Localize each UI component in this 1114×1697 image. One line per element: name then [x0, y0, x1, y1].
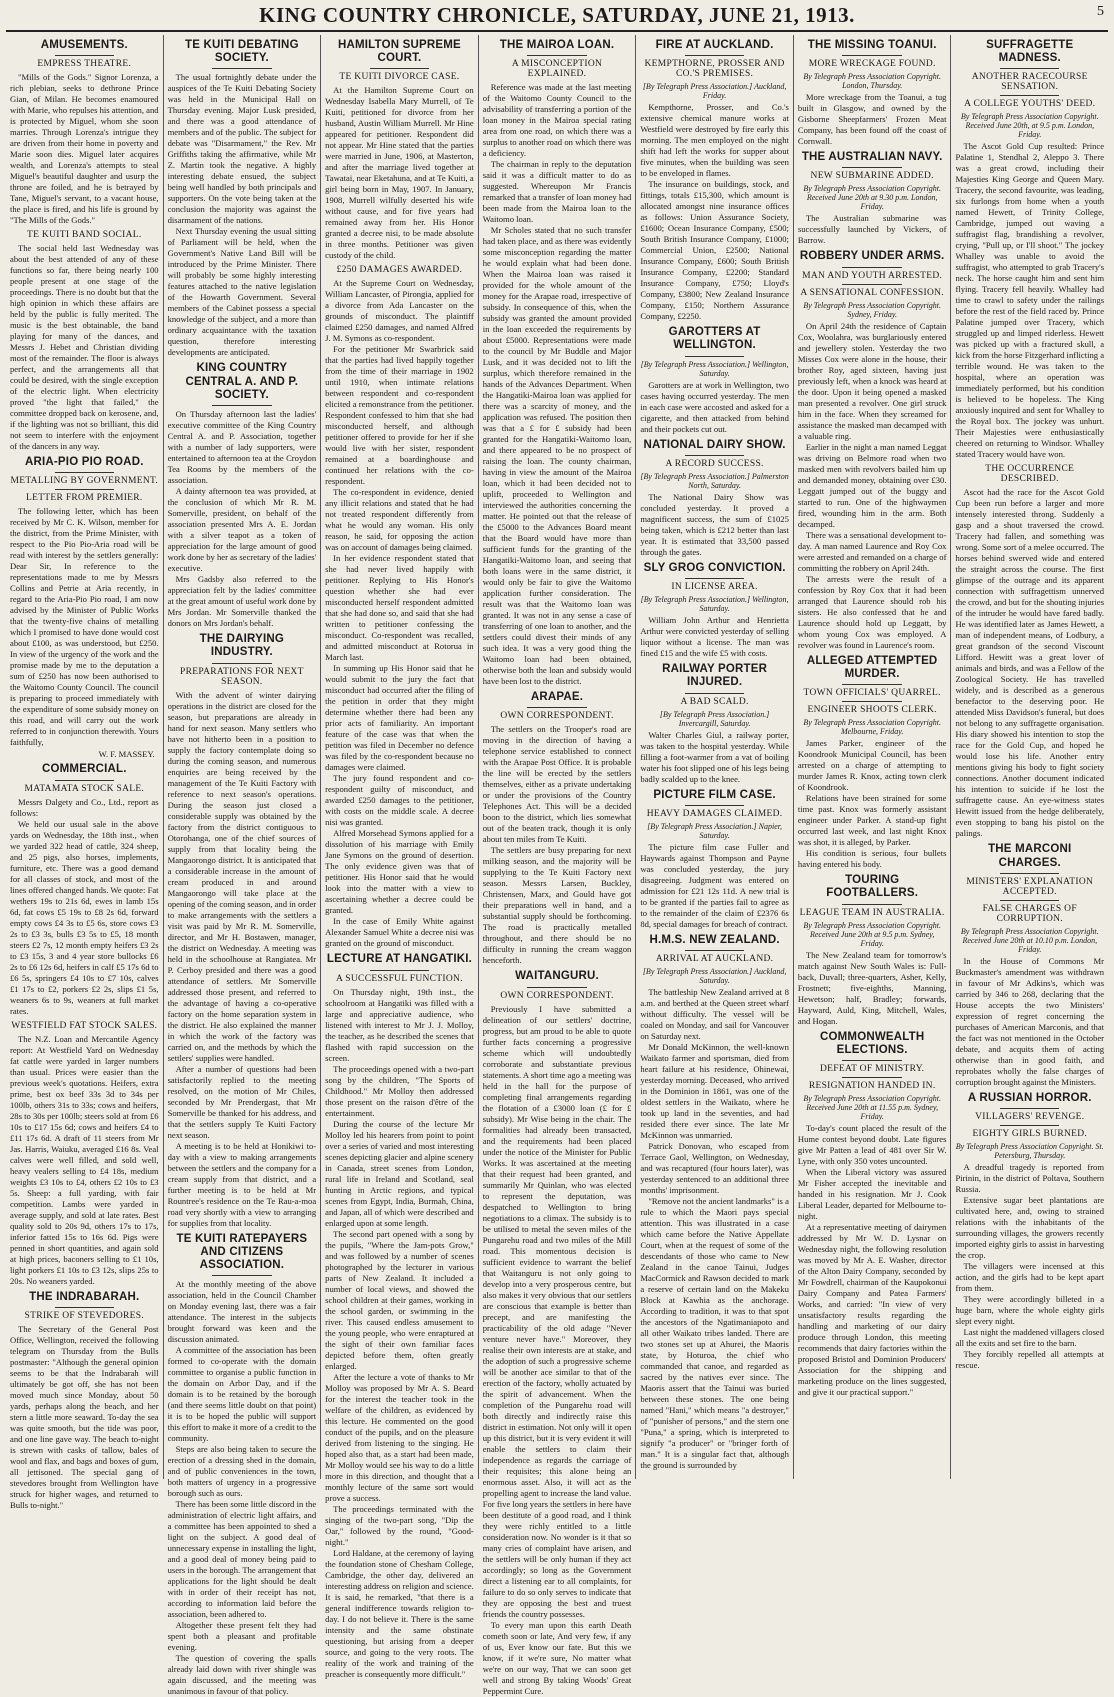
article-paragraph: The New Zealand team for tomorrow's match against New South Wales is: Full-back, Duvall; three-quarters, Asher, Kelly, Frostnett; five-eighths, Manning, Hewetson; half, Bradley; forwards, Hayward, Auld, King, Mitchell, Wales, and Hogan.	[797, 949, 947, 1026]
masthead-title: KING COUNTRY CHRONICLE, SATURDAY, JUNE 21, 1913.	[259, 2, 855, 27]
article-paragraph: At a representative meeting of dairymen addressed by Mr W. D. Lysnar on Wednesday night, the following resolution was moved by Mr A. E. Washer, director of the Alton Dairy Company, seconded by Mr Fowdrell, chairman of the Kaupokonui Dairy Company and Patea Farmers' Works, and carried: "In view of very unsatisfactory results regarding the handling and marketing of our dairy produce through London, this meeting recommends that dairy factories within the proposed Bristol and Dominion Producers' Association for the shipping and marketing produce on the lines suggested, and give it our practical support."	[797, 1221, 947, 1397]
article-headline: HAMILTON SUPREME COURT.	[338, 39, 461, 65]
article-headline: LECTURE AT HANGATIKI.	[326, 953, 473, 966]
article-paragraph: The arrests were the result of a confession by Roy Cox that it had been arranged that Laurence should rob his sisters. He also confessed that he and Laurence should hold up Leggatt, by whom young Cox was employed. A revolver was found in Laurence's room.	[797, 573, 947, 650]
article-body	[325, 987, 474, 1680]
article-subheading: A MISCONCEPTION EXPLAINED.	[511, 59, 603, 80]
article	[798, 1031, 947, 1398]
article-paragraph: At the Hamilton Supreme Court on Wednesday Isabella Mary Murrell, of Te Kuiti, petitioned for divorce from her husband, Austin William Murrell. Mr Hine appeared for petitioner. Respondent did not appear. Mr Hine stated that the parties were married in June, 1906, at Masterton, and after the marriage lived together at Tawatai, near Eketahuna, and at Te Kuiti, a girl being born in May, 1907. In January, 1908, Murrell wilfully deserted his wife without cause, and for five years had remained away from her. His Honor granted a decree nisi, to be made absolute in three months. Petitioner was given custody of the child.	[325, 85, 474, 261]
article	[168, 362, 317, 629]
article-body	[955, 956, 1104, 1088]
article-paragraph: The second part opened with a song by the pupils, "Where the Jam-pots Grow," and was followed by a number of scenes photographed by the lecturer in various parts of New Zealand. It included a number of local views, and showed the school children at their games, working in the school garden, or swimming in the river. This caused endless amusement to the young people, who were enraptured at the sight of their own familiar faces depicted before them, often greatly enlarged.	[325, 1228, 474, 1371]
article-headline: THE DAIRYING INDUSTRY.	[199, 633, 285, 659]
article-paragraph: When the Liberal victory was assured Mr Fisher accepted the inevitable and handed in his resignation. Mr J. Cook Liberal Leader, departed for Melbourne to-night.	[797, 1166, 947, 1221]
article-paragraph: Patrick Donovan, who escaped from Terrace Gaol, Wellington, on Wednesday, and was recaptured (four hours later), was yesterday sentenced to an additional three months' imprisonment.	[640, 1140, 789, 1195]
article-byline: By Telegraph Press Association Copyright. Received June 20th at 10.10 p.m. London, Friday.	[960, 926, 1099, 954]
headline-rule	[685, 55, 744, 56]
article-headline: TE KUITI DEBATING SOCIETY.	[185, 39, 299, 65]
article-paragraph: On April 24th the residence of Captain Cox, Woolahra, was burglariously entered and jewellery stolen. Yesterday the two Misses Cox were alone in the house, their brother Roy, aged sixteen, having just previously left, when a knock was heard at the door. Upon it being opened a masked man presented a revolver. One girl struck him in the face. When they screamed for assistance the masked man decamped with a valuable ring.	[797, 320, 947, 441]
article-byline: By Telegraph Press Association Copyright. Melbourne, Friday.	[803, 718, 942, 737]
article-headline: ALLEGED ATTEMPTED MURDER.	[806, 654, 938, 680]
article-subheading: A COLLEGE YOUTHS' DEED.	[964, 99, 1096, 110]
headline-rule	[527, 707, 586, 708]
article-subheading: THE OCCURRENCE DESCRIBED.	[985, 464, 1075, 485]
article-paragraph: There has been some little discord in the administration of electric light affairs, and a committee has been appointed to shed a light on the subject. A good deal of unnecessary expense in installing the light, and a good deal of money being paid to users in the borough. The arrangement that applications for the light should be dealt with in order of their receipt has not, according to information laid before the association, been adhered to.	[167, 1499, 317, 1620]
article-body	[10, 1324, 159, 1511]
article-subheading: KEMPTHORNE, PROSSER AND CO.'S PREMISES.	[644, 59, 785, 80]
article-subheading: TE KUITI BAND SOCIAL.	[27, 230, 142, 241]
headline-rule	[685, 950, 744, 951]
article	[10, 763, 159, 1016]
article-headline: FIRE AT AUCKLAND.	[655, 39, 774, 51]
article	[10, 230, 159, 452]
article-subheading: TOWN OFFICIALS' QUARREL.	[803, 688, 941, 699]
article-byline: By Telegraph Press Association Copyright. Received June 20th at 9.5 p.m. Sydney, Friday.	[803, 920, 942, 948]
article-paragraph: The following letter, which has been received by Mr C. K. Wilson, member for the district, from the Prime Minister, with respect to the Pio Pio-Aria road will be read with interest by the settlers generally: Dear Sir, In reference to the representations made to me by Messrs Collins and Petrie at Aria recently, in regard to the Aria-Pio Pio road, I am now advised by the Minister of Public Works that the twenty-five chains of metalling which I promised to have done would cost about £100, as was understood, but £250. In view of the urgency of the work and the promise made by me to the deputation a sum of £250 has now been authorised to the Waitomo County Council. The council is preparing to proceed immediately with the expenditure of some subsidy money on this road, and will carry out the work referred to in conjunction therewith. Yours faithfully,	[10, 506, 159, 748]
article-paragraph: To-day's count placed the result of the Hume contest beyond doubt. Late figures give Mr Patten a lead of 481 over Sir W. Lyne, with only 350 votes uncounted.	[797, 1122, 947, 1166]
article-headline: H.M.S. NEW ZEALAND.	[649, 933, 780, 946]
article-body	[168, 1279, 317, 1697]
article-headline: COMMERCIAL.	[41, 763, 127, 776]
column-7	[951, 35, 1108, 1479]
headline-rule	[1000, 873, 1059, 874]
article-body	[955, 1162, 1104, 1371]
article-body	[640, 730, 789, 785]
article-paragraph: The chairman in reply to the deputation said it was a difficult matter to do as suggested. Whereupon Mr Francis remarked that a transfer of loan money had been made from the Mairoa loan to the Waitomo loan.	[482, 159, 632, 225]
article-byline: [By Telegraph Press Association.] Auckland, Saturday.	[642, 966, 787, 985]
column-2	[164, 35, 322, 1697]
article	[10, 1291, 159, 1511]
article-paragraph: In the House of Commons Mr Buckmaster's amendment was withdrawn in favour of Mr Adkins's, which was carried by 346 to 268, declaring that the House accepts the two Ministers' expression of regret concerning the purchases of American Marconis, and that the fact was not mentioned in the October debate, and acquits them of acting otherwise than in good faith, and reprobates wholly the false charges of corruption brought against the Ministers.	[955, 955, 1105, 1087]
article-body	[640, 102, 789, 322]
article	[325, 953, 474, 1679]
article-subheading: ARRIVAL AT AUCKLAND.	[655, 953, 774, 964]
article-paragraph: They were accordingly billeted in a huge barn, where the whole eighty girls slept every night.	[955, 1294, 1105, 1327]
columns	[6, 35, 1108, 1697]
article	[168, 633, 317, 1228]
article-body	[325, 278, 474, 949]
article-byline: [By Telegraph Press Association.] Wellington, Saturday.	[640, 359, 789, 378]
article-byline: [By Telegraph Press Association.] Napier, Saturday.	[647, 821, 783, 840]
article-paragraph: Garotters are at work in Wellington, two cases having occurred yesterday. The men in each case were accosted and asked for a cigarette, and then attacked from behind and their pockets cut out.	[640, 379, 789, 434]
article-paragraph: The N.Z. Loan and Mercantile Agency report: At Westfield Yard on Wednesday fat cattle were yarded in larger numbers than usual. Prices were easier than the previous week's quotations. Heifers, extra prime, best ox beef 33s 3d to 34s per 100lb, others 31s to 33s; cows and heifers, 28s to 30s per 100lb; steers sold at from £6 10s to £17 15s 6d; cows and heifers £4 to £11 17s 6d. A draft of 11 steers from Mr Jas. Harris, Waiuku, averaged £16 8s. Veal calves were well filled, and sold well, heavy vealers selling to £4 18s, medium weights £3 10s to £4, others £2 10s to £3 5s. Sheep: a full yarding, with fair competition. Lambs were yarded in average supply, and sold at late rates. Best quality sold to 20s 9d, others 17s to 17s, inferior fatted 15s to 16s 6d. Pigs were penned in short quantities, and again sold at high prices, baconers selling to £1 10s, light porkers £1 10s to £3 12s, slips 25s to 20s. No weaners yarded.	[10, 1033, 159, 1286]
article-headline: TE KUITI RATEPAYERS AND CITIZENS ASSOCIATION.	[176, 1232, 308, 1271]
article	[483, 39, 632, 687]
article	[640, 562, 789, 659]
article	[325, 265, 474, 949]
article-body	[955, 141, 1104, 460]
article-paragraph: Mrs Gadsby also referred to the appreciation felt by the ladies' committee at the great amount of useful work done by Mrs Jordan. Mr Somerville thanked the donors on Mrs Jordan's behalf.	[167, 574, 317, 629]
article-paragraph: The settlers are busy preparing for next milking season, and the majority will be supplying to the Te Kuiti Factory next season. Messrs Larsen, Buckley, Christensen, Marx, and Gould have got their preparations well in hand, and a substantial supply should be forthcoming. The road is practically metalled throughout, and there should be no difficulty in running the cream waggon henceforth.	[482, 845, 632, 966]
article-body	[168, 690, 317, 1229]
article-headline: SLY GROG CONVICTION.	[643, 561, 786, 574]
article-signature: W. F. MASSEY.	[98, 749, 155, 760]
article-subheading: £250 DAMAGES AWARDED.	[336, 265, 463, 276]
article-body	[955, 487, 1104, 839]
headline-rule	[685, 455, 744, 456]
article	[798, 151, 947, 246]
article-paragraph: In her evidence respondent stated that she had never lived happily with petitioner. Replying to His Honor's question whether she had ever misconducted herself respondent admitted that she had done so, and said that she had written to petitioner confessing the misconduct. Co-respondent was recalled, and admitted misconduct at Rotorua in March last.	[325, 553, 474, 663]
article-paragraph: During the course of the lecture Mr Molloy led his hearers from point to point over a series of varied and most interesting scenes depicting glacier and alpine scenery in Canada, street scenes from London, rural life in Ireland and Scotland, seal hunting in Arctic regions, and typical scenes from Egypt, India, Burmah, China, and Japan, all of which were described and enlarged upon at some length.	[325, 1118, 474, 1228]
article-paragraph: Next Thursday evening the usual sitting of Parliament will be held, when the Government's Native Land Bill will be introduced by the Prime Minister. There will probably be some highly interesting features attached to the native legislation of the Howarth Government. Several members of the Cabinet possess a special knowledge of the subject, and a more than ordinary acquaintance with the taxation question, therefore interesting developments are anticipated.	[167, 226, 317, 358]
article-subheading: HEAVY DAMAGES CLAIMED.	[646, 808, 783, 819]
article-paragraph: The picture film case Fuller and Haywards against Thompson and Payne was concluded yesterday, the jury disagreeing. Judgment was entered on admission for £21 12s 11d. A new trial is to be granted if the parties fail to agree as to the remainder of the claim of £2376 6s 8d, special damages for breach of contract.	[640, 841, 789, 929]
article-body	[168, 72, 317, 358]
article-paragraph: "Remove not the ancient landmarks" is a rule to which the Maori pays special attention. This was illustrated in a case which came before the Native Appellate Court, when at the request of some of the descendants of those who came to New Zealand in the canoe Tainui, Judges MacCormick and Rawson decided to mark a reserve of certain land on the Makeku Block at Kawhia as the anchorage. According to tradition, it was to that spot the ancestors of the Ngatimaniapoto and all other Waikato tribes landed. There are two stones set up at Ahurei, the Maoris state, by Hoturoa, the chief who commanded that canoe, and regarded as sacred by the natives ever since. The Maoris assert that the Tainui was buried between these stones. The one being named "Hani," which means "a destroyer," of "punisher of persons," and the stern one "Puna," a spring, which is interpreted to signify "a producer" or "bringer forth of man." It is a singular fact that, although the ground is surrounded by	[640, 1195, 789, 1470]
article-paragraph: The Australian submarine was successfully launched by Vickers, of Barrow.	[797, 213, 947, 246]
article-paragraph: In summing up His Honor said that he would submit to the jury the fact that misconduct had occurred after the filing of the petition in order that they might determine whether there had been any prior acts of familiarity. An important feature of the case was that when the petition was filed in December no defence was filed by the co-respondent because no damages were claimed.	[325, 663, 474, 773]
article-subheading: NEW SUBMARINE ADDED.	[810, 171, 934, 182]
headline-rule	[55, 780, 114, 781]
article-paragraph: The villagers were incensed at this action, and the girls had to be kept apart from them.	[955, 1261, 1105, 1294]
article	[10, 39, 159, 226]
article-paragraph: Walter Charles Giul, a railway porter, was taken to the hospital yesterday. While filling a foot-warmer from a vat of boiling water his foot slipped one of his legs being badly scalded up to the knee.	[640, 729, 789, 784]
article-subheading: RESIGNATION HANDED IN.	[808, 1080, 936, 1091]
article-byline: [By Telegraph Press Association.] Wellington, Saturday.	[640, 595, 789, 614]
masthead	[6, 0, 1108, 32]
article-subheading: LEAGUE TEAM IN AUSTRALIA.	[799, 907, 945, 918]
headline-rule	[842, 904, 901, 905]
article-byline: By Telegraph Press Association Copyright. London, Thursday.	[803, 72, 942, 91]
article	[483, 691, 632, 966]
article-byline: By Telegraph Press Association Copyright. St. Petersburg, Thursday.	[955, 1142, 1104, 1161]
article-body	[798, 950, 947, 1027]
article-paragraph: With the advent of winter dairying operations in the district are closed for the season, but preparations are already in hand for next season. Many settlers who have not hitherto been in a position to supply the factory contemplate doing so during the coming season, and numerous enquiries are being received by the management of the Te Kuiti Factory with reference to next season's operations. During the season just closed a considerable supply was obtained by the factory from the district contiguous to Otorohanga, one of the chief sources of supply from that locality being the Mangaorongo district. It is anticipated that a considerable increase in the amount of cream produced in and around Mangaorongo will take place at the opening of the coming season, and in order to make arrangements with the settlers a visit was paid by Mr R. M. Somerville, director, and Mr H. Bostawen, manager, the district on Wednesday. A meeting was held in the schoolhouse at Rangiatea. Mr P. Cerboy presided and there was a good attendance of settlers. Mr Somerville addressed those present, and referred to the advantage of having a co-operative factory on the home separation system in the district. He also explained the manner in which the work of the factory was carried on, and the methods by which the settlers' supplies were handled.	[167, 689, 317, 1063]
article	[640, 934, 789, 1471]
article	[798, 655, 947, 870]
subheading-rule	[1000, 95, 1059, 96]
headline-rule	[527, 55, 586, 56]
article	[798, 250, 947, 650]
article-body	[10, 72, 159, 226]
headline-rule	[370, 68, 429, 69]
article-paragraph: Ascot had the race for the Ascot Gold Cup been run before a larger and more intensely interested throng. Suddenly a gasp and a shout traversed the crowd. Tracery had fallen, and something was wrong. Some sort of a melee occurred. The horses behind swerved wide and entered the straight across the course. The first glimpse of the outrage and its apparent connection with suffragettism unnerved the crowd, and but for the shouting injuries of the intruder he would have fared badly. He was identified later as James Hewett, a man of independent means, of Lodbury, a great grandson of the second Viscount Lifford. Hewitt was a great lover of animals and birds, and was a Fellow of the Zoological Society. He has travelled widely, and is described as a generous benefactor to the deserving poor. He attended Miss Davidson's funeral, but does not belong to any suffragette organisation. His diary showed his intention to stop the race for the Gold Cup, and hoped he would lose his life. Another entry mentions giving his body to fight society connections. Another document indicated his intention to suicide if he lost the suffragette cause. An eye-witness states Hewitt issued from the hedge deliberately, even stopping to bang his pistol on the palings.	[955, 487, 1105, 839]
article-body	[483, 724, 632, 966]
headline-rule	[212, 68, 271, 69]
article	[955, 39, 1104, 460]
column-5	[636, 35, 794, 1479]
article-paragraph: In the case of Emily White against Alexander Samuel White a decree nisi was granted on the ground of misconduct.	[325, 916, 474, 949]
article-body	[798, 321, 947, 651]
article-paragraph: The question of covering the spalls already laid down with river shingle was again discussed, and the meeting was unanimous in favour of that policy.	[167, 1653, 317, 1697]
article-headline: THE INDRABARAH.	[29, 1290, 140, 1303]
article-subheading: LETTER FROM PREMIER.	[26, 493, 143, 504]
headline-rule	[842, 1060, 901, 1061]
article-paragraph: James Parker, engineer of the Koondrook Municipal Council, has been arrested on a charge of attempting to murder James R. Knox, acting town clerk of Koondrook.	[797, 738, 947, 793]
subheading-rule	[842, 1077, 901, 1078]
article-headline: WAITANGURU.	[515, 970, 599, 983]
headline-rule	[212, 405, 271, 406]
column-1	[6, 35, 164, 1510]
article-paragraph: They forcibly repelled all attempts at rescue.	[955, 1349, 1105, 1371]
article-subheading: MATAMATA STOCK SALE.	[24, 783, 145, 794]
article-paragraph: Steps are also being taken to secure the erection of a dressing shed in the domain, and of public conveniences in the town, both matters of urgency in a progressive borough such as ours.	[167, 1444, 317, 1499]
article-subheading: EIGHTY GIRLS BURNED.	[972, 1129, 1088, 1140]
headline-rule	[842, 267, 901, 268]
article-headline: A RUSSIAN HORROR.	[967, 1091, 1092, 1104]
headline-rule	[685, 693, 744, 694]
article-paragraph: "Mills of the Gods." Signor Lorenza, a rich plebian, seeks to dethrone Prince Gian, of Milan. He becomes enamoured with Marie, who repulses his attention, and is protected by Miguel, whom she soon marries. Through Lorenza's intrigue they are driven from their home in poverty and Marie soon dies. Miguel later acquires wealth, and Lorenza's attempts to steal Miguel's beautiful daughter and usurp the throne are foiled, and he is betrayed by Tane, Miguel's servant, to a vacant house, the place is fired, and his life is ground by "The Mills of the Gods."	[10, 72, 159, 226]
article-subheading: IN LICENSE AREA.	[671, 582, 758, 593]
column-4	[479, 35, 637, 1696]
article-subheading: MINISTERS' EXPLANATION ACCEPTED.	[966, 876, 1094, 897]
headline-rule	[685, 805, 744, 806]
article-paragraph: At the Supreme Court on Wednesday, William Lancaster, of Pirongia, applied for a divorce from Ada Lancaster on the grounds of misconduct. The plaintiff claimed £250 damages, and named Alfred J. M. Symons as co-respondent.	[325, 278, 474, 344]
column-3	[321, 35, 479, 1679]
article-headline: TOURING FOOTBALLERS.	[826, 874, 919, 900]
article-paragraph: On Thursday night, 19th inst., the schoolroom at Hangatiki was filled with a large and appreciative audience, who listened with interest to Mr J. J. Molloy, the teacher, as he described the scenes that flashed with rapid succession on the screen.	[325, 986, 474, 1063]
headline-rule	[55, 472, 114, 473]
article-paragraph: A committee of the association has been formed to co-operate with the domain committee to organise a public function in the domain on Arbor Day, and if the domain is to be retained by the borough (and there seems little doubt on that point) it is to be hoped the public will support this effort to make it more of a credit to the community.	[167, 1345, 317, 1444]
subheading-rule	[55, 489, 114, 490]
article	[483, 970, 632, 1696]
article-body	[10, 243, 159, 452]
article-body	[640, 987, 789, 1471]
article-subheading: FALSE CHARGES OF CORRUPTION.	[982, 903, 1077, 924]
subheading-rule	[1000, 1125, 1059, 1126]
article-paragraph: His condition is serious, four bullets having entered his body.	[797, 848, 947, 870]
article-paragraph: Previously I have submitted a delineation of our settlers' doctrine, progress, but am proud to be able to quote further facts concerning a progressive scheme which will undoubtedly corroborate and substantiate previous statements. A short time ago a meeting was held in the hall for the purpose of completing final arrangements regarding the flotation of a £3000 loan (£ for £ subsidy). Mr Wise being in the chair. The formalities had already been transacted, and the requirements had been placed under the notice of the Minister for Public Works. It was ascertained at the meeting that their request had been granted, and summarily Mr Quinlan, who was elected to represent the deputation, was despatched to Wellington to bring negotiations to a climax. The subsidy is to be utilised to metal the seven miles of the Pungarehu road and two miles of the Mill road. This momentous decision is sufficient evidence to warrant the belief that Waitanguru is not only going to develop into a very prosperous centre, but also makes it very obvious that our settlers are conscious that example is better than precept, and are manifesting the practicability of the old adage "Never venture never have." Moreover, they realise their own interests are at stake, and the adoption of such a progressive scheme will be another ace similar to that of the erection of the factory, wholly actuated by the spirit of advancement. When the completion of the Pungarehu road will both directly and indirectly raise this district in estimation. Not only will it open up this district, but it is very evident it will enable the settlers to claim their independence as regards the carriage of their requisites; this alone being an enormous asset. Also, it will act as the propelling agent to increase the land value. For five long years the settlers in here have been destitute of a good road, and I think they were richly entitled to a little consideration now. No wonder is it that so many cries of complaint have arisen, and the settlers will be only human if they act accordingly; so long as the Government direct a listening ear to all complaints, for failure to do so only serves to indicate that they are opposing the best and truest friends the country possesses.	[482, 1003, 632, 1619]
article-paragraph: A meeting is to be held at Honikiwi to-day with a view to making arrangements between the settlers and the company for a cream supply from that district, and a further meeting is to be held at Mr Rountree's residence on the Te Rau-a-moa road very shortly with a view to arranging for supplies from that locality.	[167, 1140, 317, 1228]
article-headline: ARIA-PIO PIO ROAD.	[24, 456, 144, 469]
article-headline: AMUSEMENTS.	[40, 39, 128, 51]
article-paragraph: A dreadful tragedy is reported from Pirinin, in the district of Poltava, Southern Russia.	[955, 1162, 1105, 1195]
article-body	[640, 615, 789, 659]
article-paragraph: The usual fortnightly debate under the auspices of the Te Kuiti Debating Society was held in the Municipal Hall on Thursday evening. Major Lusk presided, and there was a good attendance of members and of the public. The subject for debate was "Disarmament," the Rev. Mr Griffiths taking the affirmative, while Mr Z. Martin took the negative. A highly interesting debate ensued, the subject being well handled by both principals and supporters. On the vote being taken at the conclusion the majority was against the disarmament of the nations.	[167, 72, 317, 226]
article-headline: ARAPAE.	[530, 691, 584, 704]
article-paragraph: The Secretary of the General Post Office, Wellington, received the following telegram on Thursday from the Bulls postmaster: "Although the general opinion seems to be that the Indrabarah will ultimately be got off, she has not been moved much since Monday, about 50 yards, perhaps along the beach, and her stern a little more seaward. To-day the sea was quite smooth, but the tide was poor, and one line gave way. The beach to-night is strewn with casks of tallow, bales of wool and flax, and bags and boxes of gum, all jettisoned. The special gang of stevedores brought from Wellington have struck for higher wages, and returned to Bulls to-night."	[10, 1323, 159, 1510]
article-paragraph: There was a sensational development to-day. A man named Laurence and Roy Cox were arrested and remanded on a charge of committing the robbery on April 24th.	[797, 529, 947, 573]
article-body	[640, 492, 789, 558]
article	[168, 1233, 317, 1697]
headline-rule	[685, 578, 744, 579]
article	[798, 39, 947, 147]
article-subheading: VILLAGERS' REVENGE.	[975, 1112, 1085, 1123]
headline-rule	[55, 1307, 114, 1308]
article-byline: By Telegraph Press Association Copyright. Received June 20th at 11.55 p.m. Sydney, Friday.	[803, 1093, 942, 1121]
article-subheading: A SENSATIONAL CONFESSION.	[800, 287, 944, 298]
headline-rule	[1000, 68, 1059, 69]
article-subheading: MAN AND YOUTH ARRESTED.	[802, 270, 943, 281]
article-paragraph: William John Arthur and Henrietta Arthur were convicted yesterday of selling liquor without a license. The man was fined £15 and the wife £5 with costs.	[640, 615, 789, 659]
article-body	[798, 92, 947, 147]
headline-rule	[685, 356, 744, 357]
article	[168, 39, 317, 358]
article-body	[640, 380, 789, 435]
article-paragraph: On Thursday afternoon last the ladies' executive committee of the King Country Central A. and P. Association, together with a number of lady supporters, were entertained to afternoon tea at the Croydon Tea Rooms by the members of the association.	[167, 409, 317, 486]
article-headline: COMMONWEALTH ELECTIONS.	[819, 1030, 925, 1056]
article-byline: [By Telegraph Press Association.] Invercargill, Saturday.	[659, 709, 770, 728]
article-paragraph: Reference was made at the last meeting of the Waitomo County Council to the advisability of transferring a portion of the loan money in the Mairoa special rating area from one road, on which there was a surplus to another road on which there was a deficiency.	[482, 82, 632, 159]
headline-rule	[212, 663, 271, 664]
article-paragraph: The proceedings terminated with the singing of the two-part song, "Dip the Oar," followed by the round, "Good-night."	[325, 1503, 474, 1547]
article-paragraph: For the petitioner Mr Swarbrick said that the parties had lived happily together from the time of their marriage in 1902 until 1910, when intimate relations between respondent and co-respondent elicited a remonstrance from the petitioner. Respondent confessed to him that she had misconducted herself, and although petitioner offered to provide for her if she would live with her sister, respondent remained at a boardinghouse and continued her relations with the co-respondent.	[325, 344, 474, 487]
subheading-rule	[842, 701, 901, 702]
article-subheading: MORE WRECKAGE FOUND.	[808, 59, 936, 70]
article-byline: By Telegraph Press Association Copyright. Received June 20th, at 9.5 p.m. London, Friday.	[960, 112, 1099, 140]
article-byline: By Telegraph Press Association Copyright. Sydney, Friday.	[803, 300, 942, 319]
article-body	[798, 213, 947, 246]
article-byline: [By Telegraph Press Association.] Palmerston North, Saturday.	[640, 471, 789, 490]
article-paragraph: Last night the maddened villagers closed all the exits and set fire to the barn.	[955, 1327, 1105, 1349]
article	[325, 39, 474, 261]
article-paragraph: A dainty afternoon tea was provided, at the conclusion of which Mr R. M. Somerville, president, on behalf of the association presented Mrs A. E. Jordan with a silver teapot as a token of appreciation for the large amount of good work done by her as secretary of the ladies' executive.	[167, 486, 317, 574]
headline-rule	[1000, 1108, 1059, 1109]
column-6	[794, 35, 952, 1479]
article-paragraph: We held our usual sale in the above yards on Wednesday, the 18th inst., when we yarded 322 head of cattle, 324 sheep, and 25 pigs, also horses, implements, furniture, etc. There was a good demand for all classes of stock, and most of the lines offered changed hands. We quote: Fat wethers 19s to 21s 6d, ewes in lamb 15s 6d, fat cows £5 19s to £8 2s 6d, forward empty cows £4 3s to £5 6s, store cows £3 2s to £3 3s, bulls £3 5s to £5, 18 month steers £2 7s, 12 month empty heifers £3 2s to £3 15s, 3 and 4 year store bullocks £6 2s to £6 12s 6d, heifers in calf £5 17s 6d to £6 5s, springers £4 10s to £7 10s, calves £1 17s to £2, porkers £2 2s, slips £1 5s, weaners 6s to 9s, weaners at full market rates.	[10, 818, 159, 1016]
article-headline: THE MAIROA LOAN.	[499, 39, 615, 51]
article-paragraph: The co-respondent in evidence, denied any illicit relations and stated that he had not treated respondent differently from what he would any woman. His only reason, he said, for opposing the action was on account of damages being claimed.	[325, 487, 474, 553]
article-subheading: OWN CORRESPONDENT.	[500, 990, 614, 1001]
article-paragraph: After the lecture a vote of thanks to Mr Molloy was proposed by Mr A. S. Beard for the interest the teacher took in the welfare of the children, as evidenced by this lecture. He commented on the good conduct of the pupils, and on the pleasure derived from listening to the singing. He hoped also that, as a start had been made, Mr Molloy would see his way to do a little more in this direction, and thought that a monthly lecture of the same sort would prove a success.	[325, 1371, 474, 1503]
article-headline: THE MISSING TOANUI.	[807, 39, 937, 51]
article-headline: THE MARCONI CHARGES.	[988, 843, 1072, 869]
article-body	[168, 409, 317, 629]
article-paragraph: More wreckage from the Toanui, a tug built in Glasgow, and owned by the Gisborne Sheepfarmers' Frozen Meat Company, has been found off the coast of Cornwall.	[797, 92, 947, 147]
article-paragraph: The Ascot Gold Cup resulted: Prince Palatine 1, Stendhal 2, Aleppo 3. There was a great crowd, including their Majesties King George and Queen Mary. Tracery, the second favourite, was leading, six furlongs from home when a youth named Hewett, of Trinity College, Cambridge, jumped out waving a suffragist flag, brandishing a revolver, crying, "Pull up, or I'll shoot." The jockey Whalley was unable to avoid the suffragist, who attempted to grab Tracery's neck. The horse caught him and sent him flying. Tracery fell heavily. Whalley had time to crawl to safety under the railings before the rest of the field raced by. Prince Palatine jumped over Tracery, which struggled up and limped riderless. Hewett was picked up with a fractured skull, a kick from the horse Fitzgerhard inflicting a terrible wound. He was taken to the hospital, where an operation was immediately performed, but his condition is believed to be hopeless. The King anxiously inquired and sent for Whalley to the Royal box. The jockey was unhurt. Their Majesties were enthusiastically cheered on returning to Windsor. Whalley stated Tracery would have won.	[955, 141, 1105, 460]
article-body	[483, 82, 632, 687]
article	[798, 874, 947, 1026]
article-subheading: WESTFIELD FAT STOCK SALES.	[11, 1020, 158, 1031]
subheading-rule	[842, 284, 901, 285]
headline-rule	[55, 55, 114, 56]
article-headline: KING COUNTRY CENTRAL A. AND P. SOCIETY.	[185, 362, 299, 401]
article-headline: ROBBERY UNDER ARMS.	[799, 250, 945, 263]
article-body	[10, 797, 159, 1017]
article-paragraph: After a number of questions had been satisfactorily replied to the meeting resolved, on the motion of Mr Chiles, seconded by Mr Prendergast, that Mr Somerville be thanked for his address, and that the settlers supply Te Kuiti Factory next season.	[167, 1063, 317, 1140]
article-headline: SUFFRAGETTE MADNESS.	[986, 39, 1074, 65]
article-subheading: A SUCCESSFUL FUNCTION.	[336, 973, 463, 984]
article-paragraph: Relations have been strained for some time past. Knox was formerly assistant engineer under Parker. A stand-up fight occurred last week, and last night Knox was shot, it is alleged, by Parker.	[797, 793, 947, 848]
article-subheading: STRIKE OF STEVEDORES.	[24, 1310, 145, 1321]
article-subheading: METALLING BY GOVERNMENT.	[10, 476, 159, 487]
article-subheading: ENGINEER SHOOTS CLERK.	[807, 705, 937, 716]
article	[10, 1021, 159, 1287]
article-headline: PICTURE FILM CASE.	[653, 788, 776, 801]
article-paragraph: The National Dairy Show was concluded yesterday. It proved a magnificent success, the sum of £1025 being taken, which is £212 better than last year. It is estimated that 33,500 passed through the gates.	[640, 491, 789, 557]
article-byline: [By Telegraph Press Association.] Auckland, Friday.	[642, 82, 787, 101]
article-subheading: DEFEAT OF MINISTRY.	[820, 1063, 925, 1074]
article-paragraph: Messrs Dalgety and Co., Ltd., report as follows:	[10, 796, 159, 818]
article-headline: RAILWAY PORTER INJURED.	[662, 663, 768, 689]
article	[10, 456, 159, 759]
article-byline: By Telegraph Press Association Copyright. Received June 20th at 9.30 p.m. London, Friday.	[803, 184, 942, 212]
headline-rule	[370, 970, 429, 971]
article-paragraph: Kempthorne, Prosser, and Co.'s extensive chemical manure works at Westfield were destroyed by fire early this morning. The men employed on the night shift had left the works for supper about five minutes, when the building was seen to be enveloped in flames.	[640, 102, 789, 179]
article-paragraph: Alfred Morsehead Symons applied for a dissolution of his marriage with Emily Jane Symons on the ground of desertion. The only evidence given was that of petitioner. His Honor said that he would look into the matter with a view to ascertaining whether a decree could be granted.	[325, 828, 474, 916]
article-subheading: EMPRESS THEATRE.	[37, 59, 132, 70]
article	[955, 464, 1104, 839]
article-paragraph: Mr Donald McKinnon, the well-known Waikato farmer and sportsman, died from heart failure at his residence, Ohinewai, yesterday morning. Deceased, who arrived in the Dominion in 1861, was one of the oldest settlers in the Waikato, where he took up land in the seventies, and had resided there ever since. The late Mr McKinnon was unmarried.	[640, 1041, 789, 1140]
article-paragraph: To every man upon this earth Death cometh soon or late, And very few, if any of us, Ever know our fate. But this we know, if it we're sure, No matter what we're on our way, That we can soon get well and strong By taking Woods' Great Peppermint Cure.	[482, 1619, 632, 1696]
page-number: 5	[1097, 4, 1104, 19]
article	[640, 663, 789, 784]
article-paragraph: At the monthly meeting of the above association, held in the Council Chamber on Monday evening last, there was a fair attendance. The interest in the subjects brought forward was keen and the discussion animated.	[167, 1279, 317, 1345]
headline-rule	[842, 55, 901, 56]
article	[640, 789, 789, 930]
article-body	[640, 842, 789, 930]
article-subheading: OWN CORRESPONDENT.	[500, 711, 614, 722]
article-headline: GAROTTERS AT WELLINGTON.	[668, 326, 761, 352]
article-subheading: A BAD SCALD.	[680, 696, 749, 707]
article-body	[483, 1004, 632, 1697]
article	[640, 39, 789, 322]
article-headline: THE AUSTRALIAN NAVY.	[801, 151, 943, 164]
article-subheading: PREPARATIONS FOR NEXT SEASON.	[180, 666, 304, 687]
article-body	[10, 506, 159, 748]
article-paragraph: The battleship New Zealand arrived at 8 a.m. and berthed at the Queen street wharf without difficulty. The vessel will be coaled on Monday, and sail for Vancouver on Saturday next.	[640, 986, 789, 1041]
article-body	[10, 1034, 159, 1287]
article-paragraph: The insurance on buildings, stock, and fittings, totals £15,300, which amount is allocated amongst nine insurance offices as follows: Union Assurance Society, £1600; Ocean Insurance Company, £500; South British Insurance Company, £1000; Commercial Union, £2500; National Insurance Company, £600; South British Insurance Company, £2200; Standard Insurance Company, £750; Lloyd's Company, £3800; New Zealand Insurance Company, £150; Northern Assurance Company, £2250.	[640, 179, 789, 322]
article	[640, 439, 789, 558]
subheading-rule	[1000, 900, 1059, 901]
article-paragraph: The social held last Wednesday was about the best attended of any of these functions so far, there being nearly 100 people present at one stage of the proceedings. There is no doubt but that the high opinion in which these affairs are held by the public is fully merited. The music is the best obtainable, the band playing for many of the dances, and Messrs J. Hebet and Christian dividing most of the remainder. The floor is always perfect, and the arrangements all that could be desired, with the single exception of the electric light. When electricity proved "the light that failed," the committee dropped back on kerosene, and, if the lighting was not so brilliant, this did not seem to interfere with the enjoyment of the dancers in any way.	[10, 243, 159, 452]
article	[955, 843, 1104, 1087]
article-paragraph: The jury found respondent and co-respondent guilty of misconduct, and awarded £250 damages to the petitioner, with costs on the middle scale. A decree nisi was granted.	[325, 773, 474, 828]
article-paragraph: Extensive sugar beet plantations are cultivated here, and, owing to strained relations with the inhabitants of the surrounding villages, the growers recently imported eighty girls to assist in harvesting the crop.	[955, 1195, 1105, 1261]
article-subheading: A RECORD SUCCESS.	[665, 458, 764, 469]
article-subheading: ANOTHER RACECOURSE SENSATION.	[971, 72, 1088, 93]
article-paragraph: Earlier in the night a man named Leggat was driving on Belmore road when two masked men with revolvers bailed him up and demanded money, obtaining over £30. Leggatt jumped out of the buggy and started to run. One of the highwaymen fired, wounding him in the arm. Both decamped.	[797, 441, 947, 529]
article	[955, 1092, 1104, 1371]
article-body	[798, 1123, 947, 1398]
headline-rule	[527, 987, 586, 988]
headline-rule	[842, 167, 901, 168]
article-body	[325, 85, 474, 261]
article-headline: NATIONAL DAIRY SHOW.	[643, 438, 786, 451]
article	[640, 326, 789, 434]
article-paragraph: Lord Haldane, at the ceremony of laying the foundation stone of Chesham College, Cambridge, the other day, delivered an interesting address on religion and science. It is said, he remarked, "that there is a general indifference towards religion to-day. I do not believe it. There is the same intensity and the same obstinate questioning, but arising from a deeper source, and going to the very roots. The reality of the work and training of the preacher is consequently more difficult."	[325, 1547, 474, 1679]
article-paragraph: The settlers on the Trooper's road are moving in the direction of having a telephone service established to connect with the Arapae Post Office. It is probable the line will be erected by the settlers themselves, either as a private undertaking or under the provisions of the Country Telephones Act. This will be a decided boon to the district, which lies somewhat out of the beaten track, though it is only about ten miles from Te Kuiti.	[482, 724, 632, 845]
article-subheading: TE KUITI DIVORCE CASE.	[339, 72, 460, 83]
article-paragraph: The proceedings opened with a two-part song by the children, "The Sports of Childhood." Mr Molloy then addressed those present on the raison d'être of the entertainment.	[325, 1063, 474, 1118]
article-body	[798, 738, 947, 870]
article-paragraph: Mr Scholes stated that no such transfer had taken place, and as there was evidently some misconception regarding the matter he would explain what had been done. When the Mairoa loan was raised it provided for the whole amount of the money for the Arapae road, irrespective of subsidy. In consequence of this, when the subsidy was granted the amount provided in the loan exceeded the requirements by about £5000. Representations were made to the council by Mr Buddle and Major Lusk, and it was decided not to lift the surplus, which therefore remained in the hands of the Advances Department. When the Hangatiki-Mairoa loan was applied for there was a scarcity of money, and the application was refused. The position then was that a £ for £ subsidy had been granted for the Hangatiki-Waitomo loan, and there appeared to be no prospect of raising the loan. The county chairman, having in view the amount of the Mairoa loan, which it had been decided not to uplift, proceeded to Wellington and interviewed the authorities concerning the matter. He pointed out that the release of the £5000 to the Advances Board meant that the Board would have more than sufficient funds for the granting of the Hangatiki-Waitomo loan, and seeing that both loans were in the same district, it would only be fair to give the Waitomo application further consideration. The result was that the Waitomo loan was granted. It was not in any sense a case of transferring of one loan to another, and the settlers could divest their minds of any such idea. It was a very good thing the Waitomo loan had been obtained, otherwise both the loan and subsidy would have been lost to the district.	[482, 225, 632, 687]
article-paragraph: Altogether these present felt they had spent both a pleasant and profitable evening.	[167, 1620, 317, 1653]
headline-rule	[212, 1275, 271, 1276]
headline-rule	[842, 684, 901, 685]
